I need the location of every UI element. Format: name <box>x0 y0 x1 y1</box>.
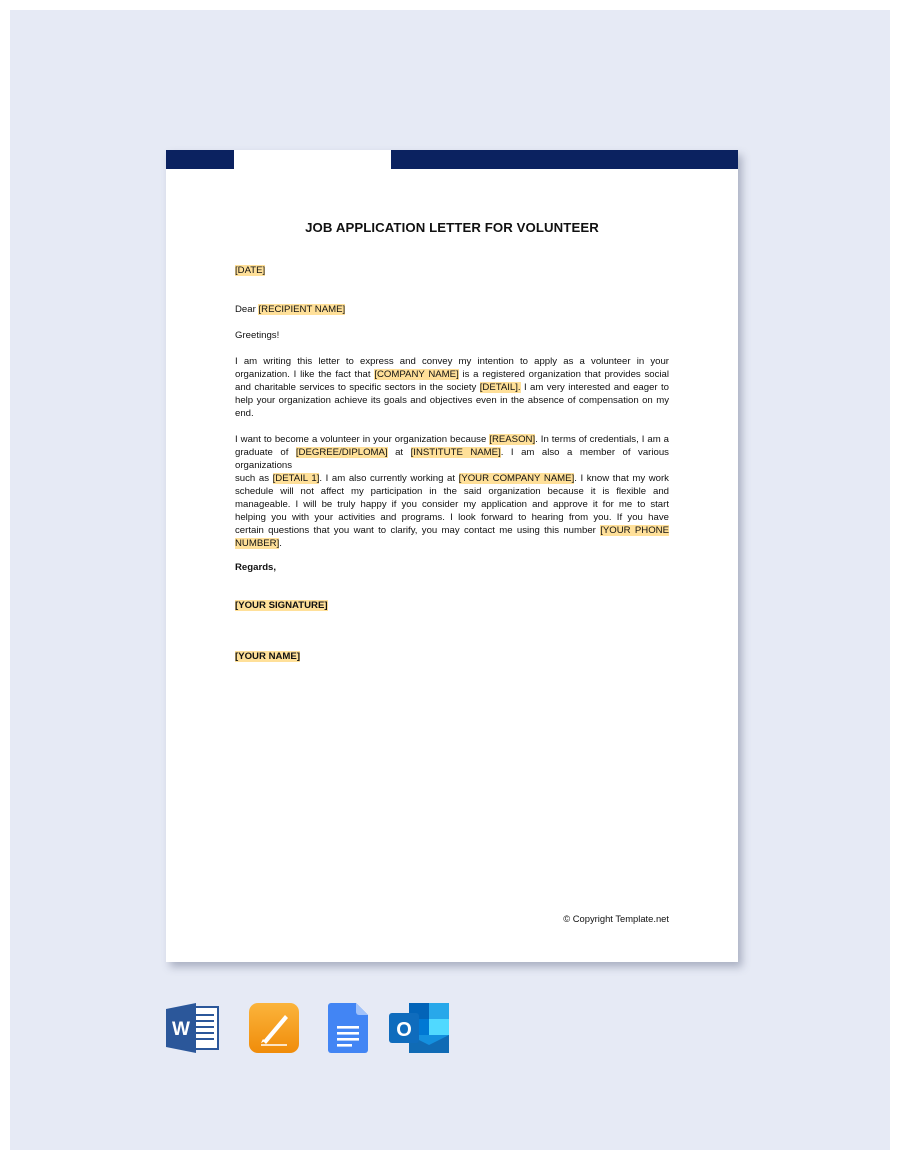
outlook-icon-letter: O <box>396 1019 412 1041</box>
p2-line-8 <box>235 537 669 550</box>
name-placeholder: [YOUR NAME] <box>235 651 301 662</box>
recipient-placeholder: [RECIPIENT NAME] <box>258 304 346 315</box>
p2-line-3-text-c: . I am also currently working at <box>319 473 459 484</box>
p2-line-8-text-b: . <box>279 538 282 549</box>
p1-line-3-text-a: and charitable services to specific sectors in the society <box>235 382 480 393</box>
p1-line-5: end. <box>235 408 254 419</box>
p1-line-3 <box>235 381 669 394</box>
paragraph-1 <box>235 355 669 420</box>
p2-line-7 <box>235 524 669 537</box>
p2-line-7-text-a: certain questions that you want to clarify, you may contact me using this number <box>235 525 601 536</box>
p1-line-2 <box>235 368 669 381</box>
word-icon[interactable] <box>166 1003 218 1053</box>
document-page <box>166 150 738 962</box>
p1-line-3-text-c: I am very interested and eager to <box>520 382 669 393</box>
salutation-line <box>235 303 669 316</box>
p2-line-2-text-a: graduate of <box>235 447 296 458</box>
phone-placeholder-part-1: [YOUR PHONE <box>600 525 669 536</box>
p2-line-1-text-c: . In terms of credentials, I am a <box>535 434 669 445</box>
signature-line <box>235 599 669 612</box>
degree-placeholder: [DEGREE/DIPLOMA] <box>295 447 388 458</box>
word-icon-letter: W <box>172 1019 190 1040</box>
p1-line-4: help your organization achieve its goals and objectives even in the absence of compensation on my <box>235 395 669 406</box>
p2-line-4: schedule will not affect my participation in the said organization because it is flexible and <box>235 486 669 497</box>
signature-placeholder: [YOUR SIGNATURE] <box>235 600 328 611</box>
pages-icon[interactable] <box>249 1003 301 1053</box>
date-line <box>235 264 669 277</box>
p2-line-3-text-a: such as <box>235 473 273 484</box>
header-band-right <box>391 150 738 169</box>
p2-line-2-text-c: at <box>387 447 411 458</box>
document-title: JOB APPLICATION LETTER FOR VOLUNTEER <box>305 220 599 235</box>
google-docs-icon[interactable] <box>328 1003 380 1053</box>
your-company-placeholder: [YOUR COMPANY NAME] <box>458 473 575 484</box>
paragraph-2 <box>235 433 669 550</box>
p2-line-3 <box>235 472 669 485</box>
detail-1-placeholder: [DETAIL 1] <box>272 473 320 484</box>
p1-line-2-text-c: is a registered organization that provides social <box>458 369 669 380</box>
detail-placeholder: [DETAIL]. <box>479 382 521 393</box>
p2-line-1-text-a: I want to become a volunteer in your organization because <box>235 434 490 445</box>
salutation-text: Dear <box>235 304 256 315</box>
company-name-placeholder: [COMPANY NAME] <box>374 369 459 380</box>
p1-line-2-text-a: organization. I like the fact that <box>235 369 375 380</box>
p2-line-2-text-e: . I am also a member of various organizations <box>235 447 669 471</box>
p2-line-3-text-e: . I know that my work <box>574 473 669 484</box>
p2-line-2 <box>235 446 669 472</box>
date-placeholder: [DATE] <box>235 265 266 276</box>
greeting-line: Greetings! <box>235 330 280 341</box>
p1-line-1: I am writing this letter to express and convey my intention to apply as a volunteer in your <box>235 356 669 367</box>
p2-line-6: helping you with your activities and programs. I look forward to hearing from you. If you have <box>235 512 669 523</box>
name-line <box>235 650 669 663</box>
p2-line-1 <box>235 433 669 446</box>
copyright-text: © Copyright Template.net <box>563 913 669 924</box>
app-icons-row <box>0 1003 900 1055</box>
header-band-left <box>166 150 234 169</box>
reason-placeholder: [REASON] <box>489 434 536 445</box>
institute-placeholder: [INSTITUTE NAME] <box>410 447 501 458</box>
closing-line: Regards, <box>235 562 277 573</box>
outlook-icon[interactable] <box>389 1003 441 1053</box>
p2-line-5: manageable. I will be truly happy if you consider my application and approve it for me to start <box>235 499 669 510</box>
phone-placeholder-part-2: NUMBER] <box>235 538 280 549</box>
